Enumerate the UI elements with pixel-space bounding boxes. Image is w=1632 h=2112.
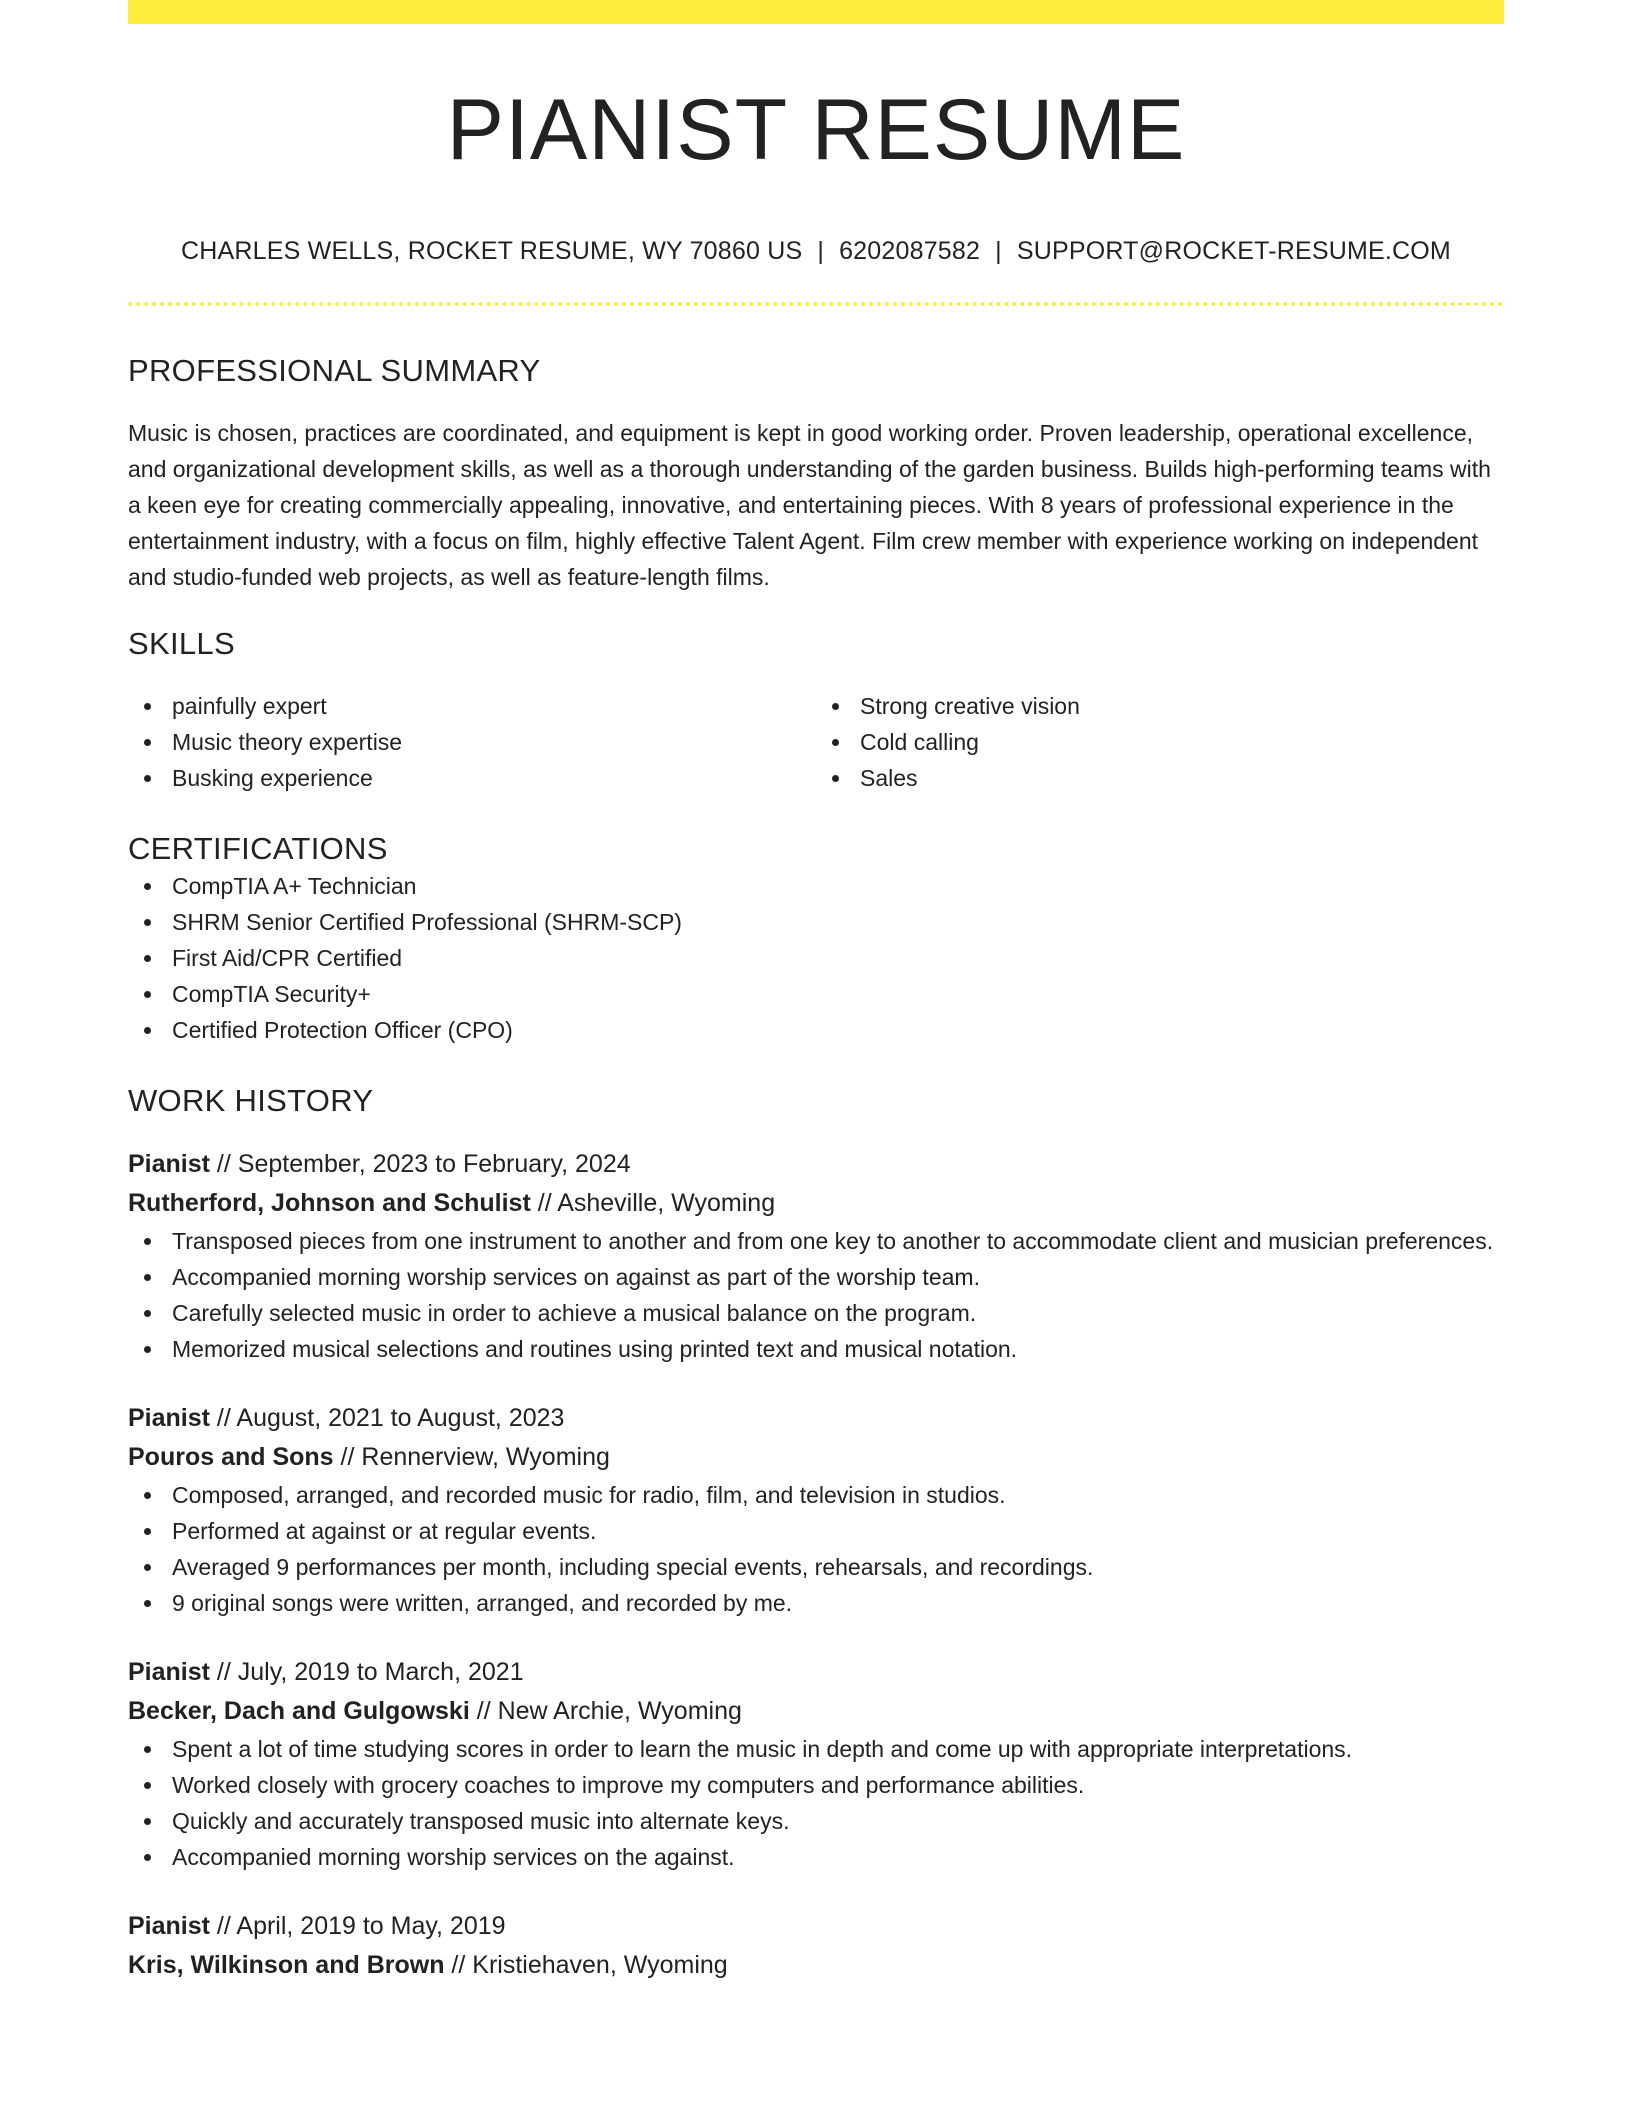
skill-item: Strong creative vision [816, 688, 1504, 724]
certification-item: CompTIA A+ Technician [128, 868, 1504, 904]
job-title: Pianist [128, 1911, 210, 1940]
job-company: Rutherford, Johnson and Schulist [128, 1188, 531, 1217]
job-title: Pianist [128, 1657, 210, 1686]
job-company: Becker, Dach and Gulgowski [128, 1696, 470, 1725]
job-company-line [128, 1438, 1504, 1477]
skill-item: Busking experience [128, 760, 816, 796]
skills-column-left [128, 688, 816, 796]
job-bullet-list [128, 1731, 1504, 1875]
job-bullet: Carefully selected music in order to achieve a musical balance on the program. [128, 1295, 1504, 1331]
job-delimiter: // [469, 1696, 498, 1725]
resume-page [128, 0, 1504, 1985]
job-company-line [128, 1946, 1504, 1985]
job-title-line [128, 1399, 1504, 1438]
job-delimiter: // [209, 1149, 238, 1178]
contact-line [128, 236, 1504, 266]
skills-list-left [128, 688, 816, 796]
job-delimiter: // [209, 1911, 237, 1940]
job-bullet: Spent a lot of time studying scores in order to learn the music in depth and come up with appropriate interpretations. [128, 1731, 1504, 1767]
skills-heading: SKILLS [128, 626, 235, 662]
job-delimiter: // [530, 1188, 558, 1217]
skill-item: Music theory expertise [128, 724, 816, 760]
job-entry [128, 1145, 1504, 1367]
certifications-list [128, 868, 1504, 1048]
job-dates: July, 2019 to March, 2021 [237, 1657, 524, 1686]
certification-item: First Aid/CPR Certified [128, 940, 1504, 976]
job-title: Pianist [128, 1403, 210, 1432]
job-dates: April, 2019 to May, 2019 [236, 1911, 506, 1940]
skill-item: Sales [816, 760, 1504, 796]
job-company: Kris, Wilkinson and Brown [128, 1950, 445, 1979]
job-bullet-list [128, 1223, 1504, 1367]
job-title-line [128, 1653, 1504, 1692]
job-delimiter: // [209, 1403, 237, 1432]
skills-grid [128, 688, 1504, 796]
skills-list-right [816, 688, 1504, 796]
contact-email: SUPPORT@ROCKET-RESUME.COM [1016, 237, 1451, 265]
contact-separator: | [817, 237, 825, 265]
job-title-line [128, 1145, 1504, 1184]
job-title-line [128, 1907, 1504, 1946]
job-dates: August, 2021 to August, 2023 [236, 1403, 565, 1432]
job-location: Kristiehaven, Wyoming [472, 1950, 728, 1979]
contact-phone: 6202087582 [839, 237, 981, 265]
skill-item: painfully expert [128, 688, 816, 724]
job-entry [128, 1907, 1504, 1985]
certification-item: Certified Protection Officer (CPO) [128, 1012, 1504, 1048]
job-bullet: Performed at against or at regular events. [128, 1513, 1504, 1549]
skill-item: Cold calling [816, 724, 1504, 760]
work-history-heading: WORK HISTORY [128, 1082, 374, 1118]
summary-heading: PROFESSIONAL SUMMARY [128, 353, 541, 388]
certifications-heading: CERTIFICATIONS [128, 831, 388, 867]
work-history-list [128, 1145, 1504, 1985]
dotted-divider [128, 302, 1504, 306]
job-delimiter: // [444, 1950, 473, 1979]
job-location: New Archie, Wyoming [497, 1696, 742, 1725]
job-bullet: Composed, arranged, and recorded music for radio, film, and television in studios. [128, 1477, 1504, 1513]
job-title: Pianist [128, 1149, 210, 1178]
contact-separator: | [995, 237, 1002, 265]
certification-item: SHRM Senior Certified Professional (SHRM-SCP) [128, 904, 1504, 940]
job-bullet-list [128, 1477, 1504, 1621]
certification-item: CompTIA Security+ [128, 976, 1504, 1012]
contact-address: CHARLES WELLS, ROCKET RESUME, WY 70860 US [181, 237, 803, 265]
job-location: Rennerview, Wyoming [361, 1442, 610, 1471]
job-location: Asheville, Wyoming [557, 1188, 776, 1217]
job-delimiter: // [333, 1442, 362, 1471]
job-company-line [128, 1184, 1504, 1223]
job-dates: September, 2023 to February, 2024 [237, 1149, 631, 1178]
job-bullet: Averaged 9 performances per month, including special events, rehearsals, and recordings. [128, 1549, 1504, 1585]
skills-column-right [816, 688, 1504, 796]
job-bullet: Transposed pieces from one instrument to another and from one key to another to accommodate client and musician preferences. [128, 1223, 1504, 1259]
summary-text: Music is chosen, practices are coordinated, and equipment is kept in good working order. Proven leadership, operational excellence, and organizational development skills, as well as a thorough understanding of the garden business. Builds high-performing teams with a keen eye for creating commercially appealing, innovative, and entertaining pieces. With 8 years of professional experience in the entertainment industry, with a focus on film, highly effective Talent Agent. Film crew member with experience working on independent and studio-funded web projects, as well as feature-length films. [128, 420, 1491, 591]
accent-top-bar [128, 0, 1504, 24]
job-bullet: Memorized musical selections and routines using printed text and musical notation. [128, 1331, 1504, 1367]
job-delimiter: // [209, 1657, 238, 1686]
job-bullet: Worked closely with grocery coaches to improve my computers and performance abilities. [128, 1767, 1504, 1803]
job-entry [128, 1653, 1504, 1875]
job-company: Pouros and Sons [128, 1442, 334, 1471]
job-bullet: 9 original songs were written, arranged, and recorded by me. [128, 1585, 1504, 1621]
job-entry [128, 1399, 1504, 1621]
job-company-line [128, 1692, 1504, 1731]
page-title: PIANIST RESUME [446, 82, 1186, 178]
job-bullet: Accompanied morning worship services on the against. [128, 1839, 1504, 1875]
job-bullet: Quickly and accurately transposed music into alternate keys. [128, 1803, 1504, 1839]
job-bullet: Accompanied morning worship services on against as part of the worship team. [128, 1259, 1504, 1295]
